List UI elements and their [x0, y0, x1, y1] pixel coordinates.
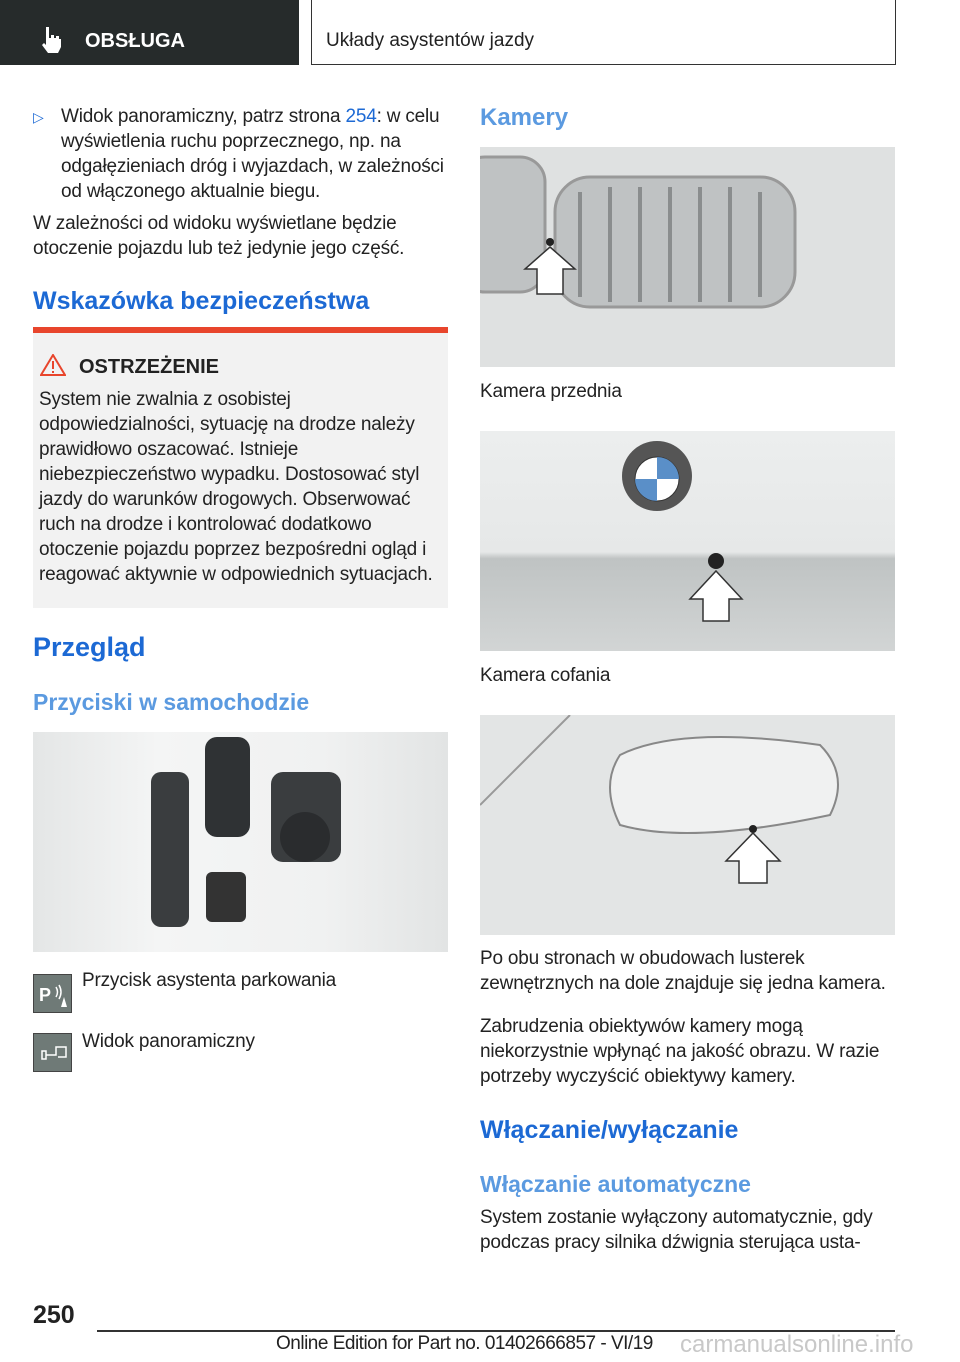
- bullet-pre: Widok panoramiczny, patrz strona: [61, 106, 346, 127]
- footer-edition: Online Edition for Part no. 01402666857 - VI/19: [276, 1333, 653, 1354]
- park-assist-icon: [33, 974, 72, 1013]
- onoff-heading: Włączanie/wyłączanie: [480, 1116, 739, 1144]
- rear-camera-illustration: [480, 431, 895, 651]
- panorama-view-icon: [33, 1033, 72, 1072]
- watermark: carmanualsonline.info: [680, 1331, 914, 1358]
- svg-text:P: P: [39, 985, 52, 1005]
- warning-title: OSTRZEŻENIE: [79, 356, 220, 378]
- safety-heading: Wskazówka bezpieczeństwa: [33, 287, 370, 315]
- mirror-camera-text: Po obu stronach w obudowach lusterek zewnętrznych na dole znajduje się jedna kamera.: [480, 948, 886, 994]
- bullet-post: : w celu wyświetlenia ruchu poprzecznego, np. na odgałęzieniach dróg i wyjazdach, w zależności od włączonego aktualnie biegu.: [61, 106, 444, 202]
- center-console-image: [33, 732, 448, 952]
- rear-camera-image: [480, 431, 895, 651]
- rear-camera-caption: Kamera cofania: [480, 665, 611, 686]
- mirror-illustration: [480, 715, 895, 935]
- park-assist-label: Przycisk asystenta parkowania: [82, 970, 336, 991]
- bullet-text: [61, 104, 446, 204]
- auto-heading: Włączanie automatyczne: [480, 1171, 751, 1197]
- page-link[interactable]: 254: [345, 106, 377, 127]
- section-tab: [0, 0, 299, 65]
- console-illustration: [33, 732, 448, 952]
- auto-text: System zostanie wyłączony automatycznie, gdy podczas pracy silnika dźwignia sterująca usta-: [480, 1207, 873, 1253]
- bullet-icon: ▷: [33, 109, 44, 125]
- warning-triangle-icon: [40, 354, 66, 376]
- paragraph: W zależności od widoku wyświetlane będzie otoczenie pojazdu lub też jedynie jego część.: [33, 213, 405, 259]
- panorama-view-label: Widok panoramiczny: [82, 1031, 255, 1052]
- chapter-box: [311, 0, 896, 65]
- buttons-heading: Przyciski w samochodzie: [33, 689, 310, 715]
- front-camera-caption: Kamera przednia: [480, 381, 622, 402]
- section-title: OBSŁUGA: [85, 30, 185, 52]
- warning-body: System nie zwalnia z osobistej odpowiedzialności, sytuację na drodze należy prawidłowo oszacować. Istnieje niebezpieczeństwo wypadku. Dostosować styl jazdy do warunków drogowych. Obserwować ruch na drodze i kontrolować dodatkowo otoczenie pojazdu poprzez bezpośredni ogląd i reagować aktywnie w odpowiednich sytuacjach.: [39, 389, 433, 585]
- hand-pointer-icon: [40, 26, 64, 54]
- page-number: 250: [33, 1301, 75, 1329]
- warning-box: [33, 333, 448, 608]
- dirt-text: Zabrudzenia obiektywów kamery mogą niekorzystnie wpłynąć na jakość obrazu. W razie potrzeby wyczyścić obiektywy kamery.: [480, 1016, 880, 1087]
- cameras-heading: Kamery: [480, 104, 569, 131]
- front-grille-illustration: [480, 147, 895, 367]
- chapter-title: Układy asystentów jazdy: [326, 30, 535, 51]
- front-camera-image: [480, 147, 895, 367]
- mirror-camera-image: [480, 715, 895, 935]
- overview-heading: Przegląd: [33, 632, 146, 662]
